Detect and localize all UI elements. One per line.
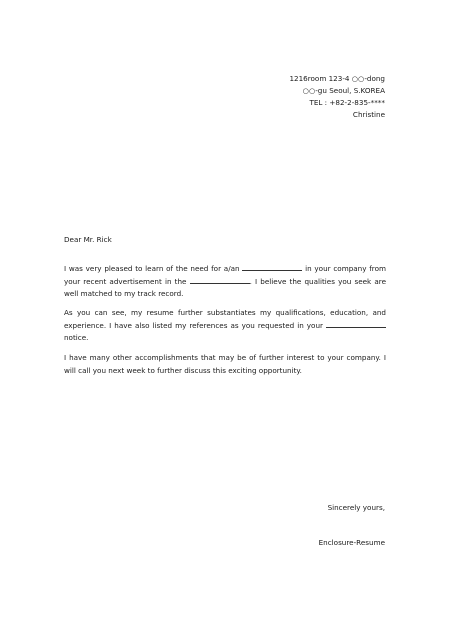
paragraph-3-text: I have many other accomplishments that may be of further interest to your company. I will call you next week to further discuss this exciting opportunity. (64, 353, 386, 375)
publication-blank (190, 276, 250, 284)
paragraph-2-part-b: notice. (64, 333, 89, 342)
sender-name: Christine (352, 110, 385, 119)
paragraph-2-part-a: As you can see, my resume further substantiates my qualifications, education, and experience. I have also listed my references as you requested in your (64, 308, 386, 330)
paragraph-2 (64, 307, 386, 345)
paragraph-1-part-a: I was very pleased to learn of the need for a/an (64, 264, 240, 273)
paragraph-1-part-b: in your company from your recent advertisement in the (64, 264, 386, 286)
source-blank (326, 320, 386, 328)
address-line-1: 1216room 123-4 ○○-dong (289, 74, 385, 83)
paragraph-1 (64, 263, 386, 301)
phone-line: TEL : +82-2-835-**** (309, 98, 385, 107)
sender-address-block (289, 73, 385, 121)
enclosure-note: Enclosure-Resume (318, 538, 385, 547)
salutation: Dear Mr. Rick (64, 235, 112, 244)
signoff: Sincerely yours, (327, 503, 385, 512)
paragraph-1-part-c: . I believe the qualities you seek are well matched to my track record. (64, 276, 386, 298)
address-line-2: ○○-gu Seoul, S.KOREA (302, 86, 385, 95)
position-blank (242, 263, 302, 271)
paragraph-3 (64, 352, 386, 377)
